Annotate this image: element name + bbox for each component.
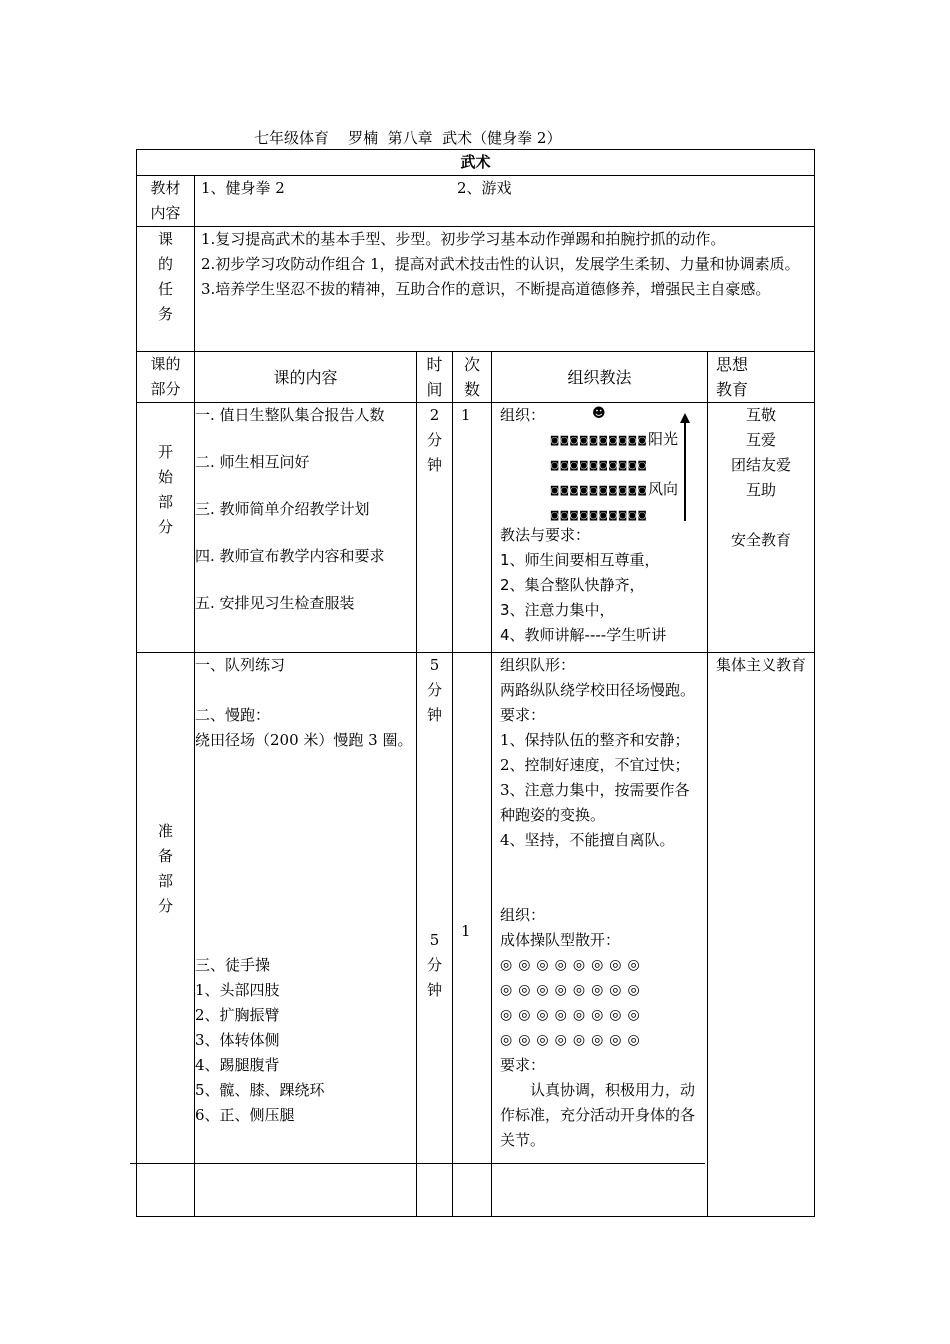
- start-section-content: [195, 403, 417, 653]
- prep-exercise-5: 5、髋、膝、踝绕环: [195, 1081, 325, 1099]
- prep-exercise-4: 4、踢腿腹背: [195, 1056, 280, 1074]
- start-section-label: 开 始 部 分: [137, 403, 195, 653]
- prep-section-time: 5 分 钟 5 分 钟: [417, 653, 453, 1217]
- prep-exercise-2: 2、扩胸振臂: [195, 1006, 280, 1024]
- col-header-part: 课的 部分: [137, 352, 195, 403]
- prep-section-content: [195, 653, 417, 1217]
- task-line-1: 1.复习提高武术的基本手型、步型。初步学习基本动作弹踢和拍腕拧抓的动作。: [201, 230, 726, 248]
- table-title: 武术: [137, 150, 815, 176]
- prep-section-ideology: 集体主义教育: [708, 653, 815, 1217]
- col-header-ideology: 思想 教育: [708, 352, 815, 403]
- formation-row-3: ◙◙◙◙◙◙◙◙◙◙: [550, 485, 648, 496]
- grid-row-1: ◎◎◎◎◎◎◎◎: [500, 957, 646, 973]
- tasks-content: [195, 227, 815, 352]
- req-4: 4、教师讲解----学生听讲: [500, 626, 667, 644]
- prep-exercise-6: 6、正、侧压腿: [195, 1106, 295, 1124]
- task-line-2: 2.初步学习攻防动作组合 1，提高对武术技击性的认识，发展学生柔韧、力量和协调素质。: [201, 255, 800, 273]
- grid-row-4: ◎◎◎◎◎◎◎◎: [500, 1032, 646, 1048]
- formation-diagram: [500, 403, 699, 523]
- prep-section-count: 1: [453, 653, 492, 1217]
- start-section-method: [492, 403, 708, 653]
- req-3: 3、注意力集中，: [500, 601, 615, 619]
- prep-section-method: 组织队形： 两路纵队绕学校田径场慢跑。 要求： 1、保持队伍的整齐和安静； 2、控制好速度，不宜过快； 3、注意力集中，按需要作各种跑姿的变换。 4、坚持，不能擅自离队。 组织： 成体操队型散开： ◎◎◎◎◎◎◎◎ ◎◎◎◎◎◎◎◎ ◎◎◎◎◎◎◎◎ ◎◎◎◎◎◎◎◎ 要求： 认真协调，积极用力，动作标准，充分活动开身体的各关节。: [492, 653, 708, 1217]
- prep-exercise-1: 1、头部四肢: [195, 981, 280, 999]
- prep-section-label: 准 备 部 分: [137, 653, 195, 1217]
- prep-item-jog-detail: 绕田径场（200 米）慢跑 3 圈。: [195, 731, 413, 749]
- materials-content: [195, 176, 815, 227]
- org-label: 组织：: [500, 406, 546, 424]
- teacher-icon: ☻: [592, 406, 606, 421]
- req-1: 1、师生间要相互尊重，: [500, 551, 660, 569]
- prep-exercise-title: 三、徒手操: [195, 956, 271, 974]
- req-2: 2、集合整队快静齐，: [500, 576, 645, 594]
- start-item-3: 三. 教师简单介绍教学计划: [195, 500, 370, 518]
- start-item-2: 二. 师生相互问好: [195, 453, 310, 471]
- start-item-4: 四. 教师宣布教学内容和要求: [195, 547, 385, 565]
- lesson-plan-table: [136, 149, 815, 1217]
- start-section-count: 1: [453, 403, 492, 653]
- req-title: 教法与要求：: [500, 526, 591, 544]
- materials-item-1: 1、健身拳 2: [201, 179, 285, 197]
- col-header-content: 课的内容: [195, 352, 417, 403]
- materials-label: 教材 内容: [137, 176, 195, 227]
- start-section-time: 2 分 钟: [417, 403, 453, 653]
- materials-item-2: 2、游戏: [457, 179, 512, 197]
- start-item-5: 五. 安排见习生检查服装: [195, 594, 355, 612]
- horizontal-rule: [130, 1163, 705, 1164]
- grid-row-2: ◎◎◎◎◎◎◎◎: [500, 982, 646, 998]
- sunlight-label: 阳光: [648, 430, 679, 448]
- prep-exercise-3: 3、体转体侧: [195, 1031, 280, 1049]
- col-header-method: 组织教法: [492, 352, 708, 403]
- wind-label: 风向: [648, 480, 679, 498]
- prep-item-queue: 一、队列练习: [195, 656, 286, 674]
- grid-row-3: ◎◎◎◎◎◎◎◎: [500, 1007, 646, 1023]
- col-header-time: 时 间: [417, 352, 453, 403]
- start-item-1: 一. 值日生整队集合报告人数: [195, 406, 385, 424]
- tasks-label: 课 的 任 务: [137, 227, 195, 352]
- prep-item-jog: 二、慢跑：: [195, 706, 271, 724]
- arrow-shaft: [684, 421, 686, 521]
- document-header: 七年级体育 罗楠 第八章 武术（健身拳 2）: [254, 129, 562, 147]
- formation-row-1: ◙◙◙◙◙◙◙◙◙◙: [550, 435, 648, 446]
- formation-row-2: ◙◙◙◙◙◙◙◙◙◙: [550, 460, 648, 471]
- task-line-3: 3.培养学生坚忍不拔的精神，互助合作的意识，不断提高道德修养，增强民主自豪感。: [201, 280, 771, 298]
- col-header-count: 次 数: [453, 352, 492, 403]
- start-section-ideology: 互敬 互爱 团结友爱 互助 安全教育: [708, 403, 815, 653]
- formation-row-4: ◙◙◙◙◙◙◙◙◙◙: [550, 510, 648, 521]
